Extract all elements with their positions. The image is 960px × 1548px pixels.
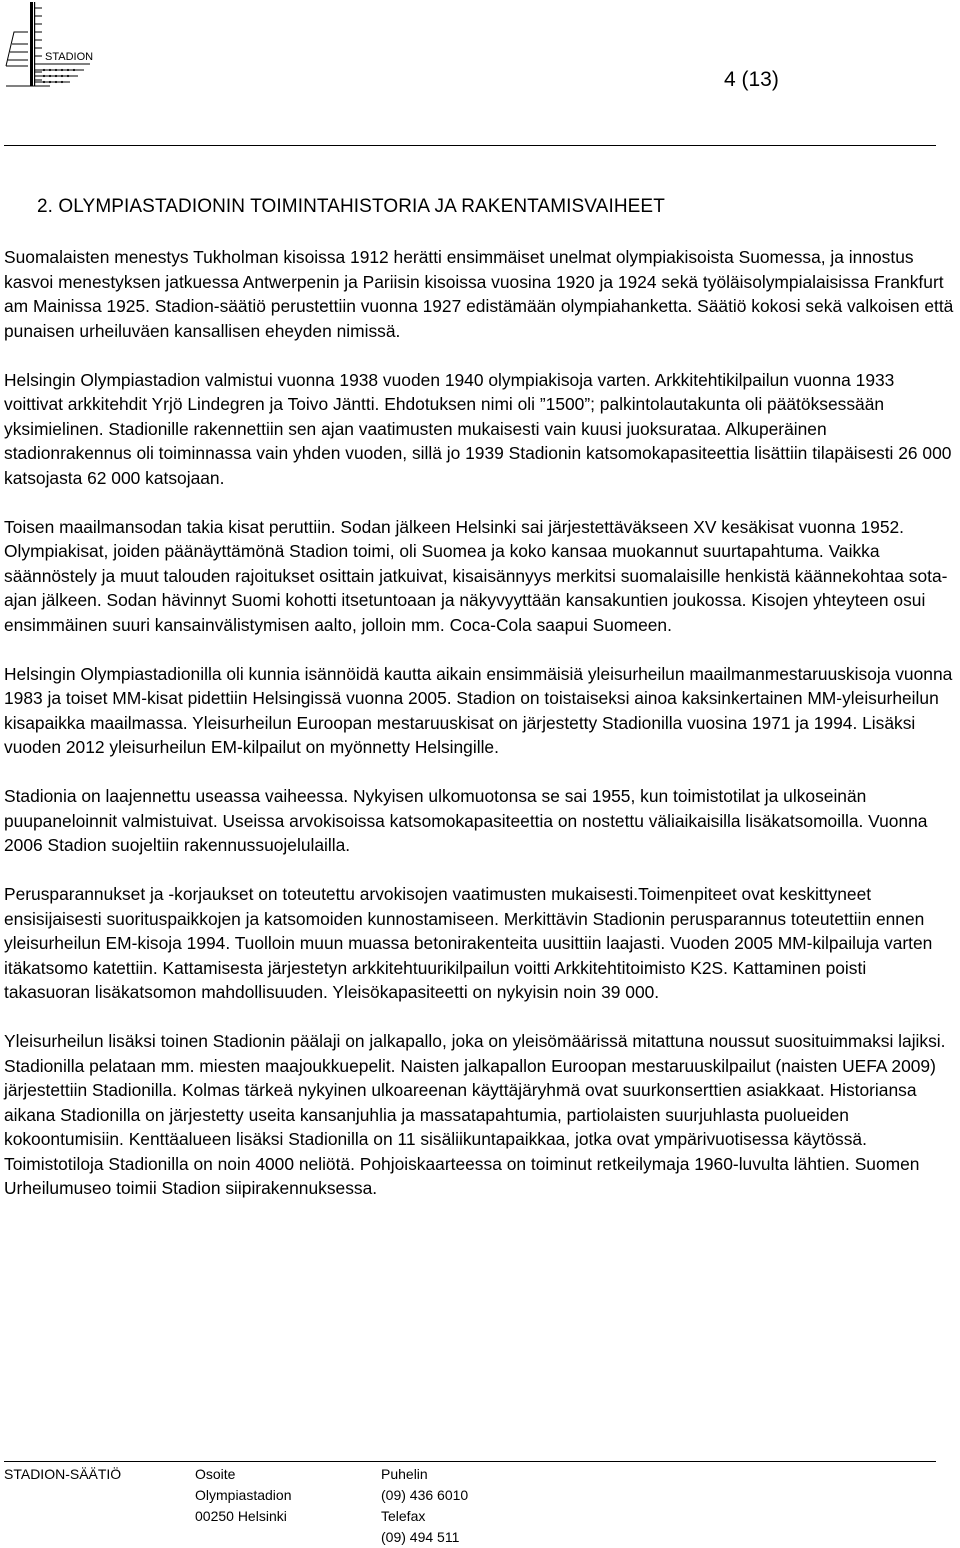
footer-address-line1: Olympiastadion: [195, 1487, 292, 1503]
footer-phone-label: Puhelin: [381, 1466, 428, 1482]
stadion-logo-mark: [4, 2, 96, 88]
footer-fax: (09) 494 511: [381, 1529, 460, 1545]
footer-organization-name: STADION-SÄÄTIÖ: [4, 1466, 122, 1482]
footer-address-line2: 00250 Helsinki: [195, 1508, 287, 1524]
paragraph-expansions: Stadionia on laajennettu useassa vaiheessa. Nykyisen ulkomuotonsa se sai 1955, kun toimistotilat ja ulkoseinän puupaneloinnit valmistuivat. Useissa arvokisoissa katsomokapasiteettia on nostettu väliaikaisilla lisäkatsomoilla. Vuonna 2006 Stadion suojeltiin rakennussuojelulailla.: [4, 786, 928, 855]
footer-phone: (09) 436 6010: [381, 1487, 469, 1503]
paragraph-1952-olympics: Toisen maailmansodan takia kisat peruttiin. Sodan jälkeen Helsinki sai järjestettäväkseen XV kesäkisat vuonna 1952. Olympiakisat, joiden päänäyttämönä Stadion toimi, oli Suomea ja koko kansaa muokannut suurtapahtuma. Vaikka säännöstely ja muut talouden rajoitukset osittain jatkuivat, kisaisännyys merkitsi suomalaisille henkistä käännekohtaa sota-ajan jälkeen. Sodan hävinnyt Suomi kohotti itsetuntoaan ja näkyvyyttään kansakuntien joukossa. Kisojen yhteyteen osui ensimmäinen suuri kansainvälistymisen aalto, jolloin mm. Coca-Cola saapui Suomeen.: [4, 516, 948, 635]
svg-text:STADION: STADION: [45, 51, 94, 63]
paragraph-early-history: Suomalaisten menestys Tukholman kisoissa 1912 herätti ensimmäiset unelmat olympiakisoista Suomessa, ja innostus kasvoi menestyksen jatkuessa Antwerpenin ja Pariisin kisoissa vuosina 1920 ja 1924 sekä työläisolympialaisissa Frankfurt am Mainissa 1925. Stadion-säätiö perustettiin vuonna 1927 edistämään olympiahanketta. Säätiö kokosi sekä valkoisen että punaisen urheiluväen kansallisen eheyden nimissä.: [4, 247, 954, 341]
footer-fax-label: Telefax: [381, 1508, 426, 1524]
footer-contact: [381, 1464, 468, 1548]
footer-divider: [4, 1461, 936, 1462]
document-body: [4, 245, 956, 1225]
footer-address-label: Osoite: [195, 1466, 236, 1482]
paragraph-championships: Helsingin Olympiastadionilla oli kunnia isännöidä kautta aikain ensimmäisiä yleisurheilun maailmanmestaruuskisoja vuonna 1983 ja toiset MM-kisat pidettiin Helsingissä vuonna 2005. Stadion on toistaiseksi ainoa kaksinkertainen MM-yleisurheilun kisapaikka maailmassa. Yleisurheilun Euroopan mestaruuskisat on järjestetty Stadionilla vuosina 1971 ja 1994. Lisäksi vuoden 2012 yleisurheilun EM-kilpailut on myönnetty Helsingille.: [4, 663, 953, 757]
paragraph-current-use: Yleisurheilun lisäksi toinen Stadionin päälaji on jalkapallo, joka on yleisömäärissä mitattuna noussut suosituimmaksi lajiksi. Stadionilla pelataan mm. miesten maajoukkuepelit. Naisten jalkapallon Euroopan mestaruuskilpailut (naisten UEFA 2009) järjestettiin Stadionilla. Kolmas tärkeä nykyinen ulkoareenan käyttäjäryhmä ovat suurkonserttien asiakkaat. Historiansa aikana Stadionilla on järjestetty useita kansanjuhlia ja massatapahtumia, partiolaisten suurjuhlasta puolueiden kokoontumisiin. Kenttäalueen lisäksi Stadionilla on 11 sisäliikuntapaikkaa, jotka ovat ympärivuotisessa käytössä. Toimistotiloja Stadionilla on noin 4000 neliötä. Pohjoiskaarteessa on toiminut retkeilymaja 1960-luvulta lähtien. Suomen Urheilumuseo toimii Stadion siipirakennuksessa.: [4, 1031, 946, 1198]
header-divider: [4, 145, 936, 146]
footer-address: [195, 1464, 292, 1527]
section-title: 2. OLYMPIASTADIONIN TOIMINTAHISTORIA JA RAKENTAMISVAIHEET: [37, 196, 665, 217]
footer-organization: [4, 1464, 121, 1485]
stadion-logo: [4, 2, 96, 88]
paragraph-renovations: Perusparannukset ja -korjaukset on toteutettu arvokisojen vaatimusten mukaisesti.Toimenpiteet ovat keskittyneet ensisijaisesti suorituspaikkojen ja katsomoiden kunnostamiseen. Merkittävin Stadionin perusparannus toteutettiin ennen yleisurheilun EM-kisoja 1994. Tuolloin muun muassa betonirakenteita uusittiin laajasti. Vuoden 2005 MM-kilpailuja varten itäkatsomo katettiin. Kattamisesta järjestetyn arkkitehtuurikilpailun voitti Arkkitehtitoimisto K2S. Kattaminen poisti takasuoran lisäkatsomon mahdollisuuden. Yleisökapasiteetti on nykyisin noin 39 000.: [4, 884, 933, 1002]
paragraph-construction: Helsingin Olympiastadion valmistui vuonna 1938 vuoden 1940 olympiakisoja varten. Arkkitehtikilpailun vuonna 1933 voittivat arkkitehdit Yrjö Lindegren ja Toivo Jäntti. Ehdotuksen nimi oli ”1500”; palkintolautakunta oli päätöksessään yksimielinen. Stadionille rakennettiin sen ajan vaatimusten mukaisesti vain kuusi juoksurataa. Alkuperäinen stadionrakennus oli toiminnassa vain yhden vuoden, sillä jo 1939 Stadionin katsomokapasiteettia lisättiin tilapäisesti 26 000 katsojasta 62 000 katsojaan.: [4, 369, 952, 488]
page-number: 4 (13): [724, 68, 779, 91]
